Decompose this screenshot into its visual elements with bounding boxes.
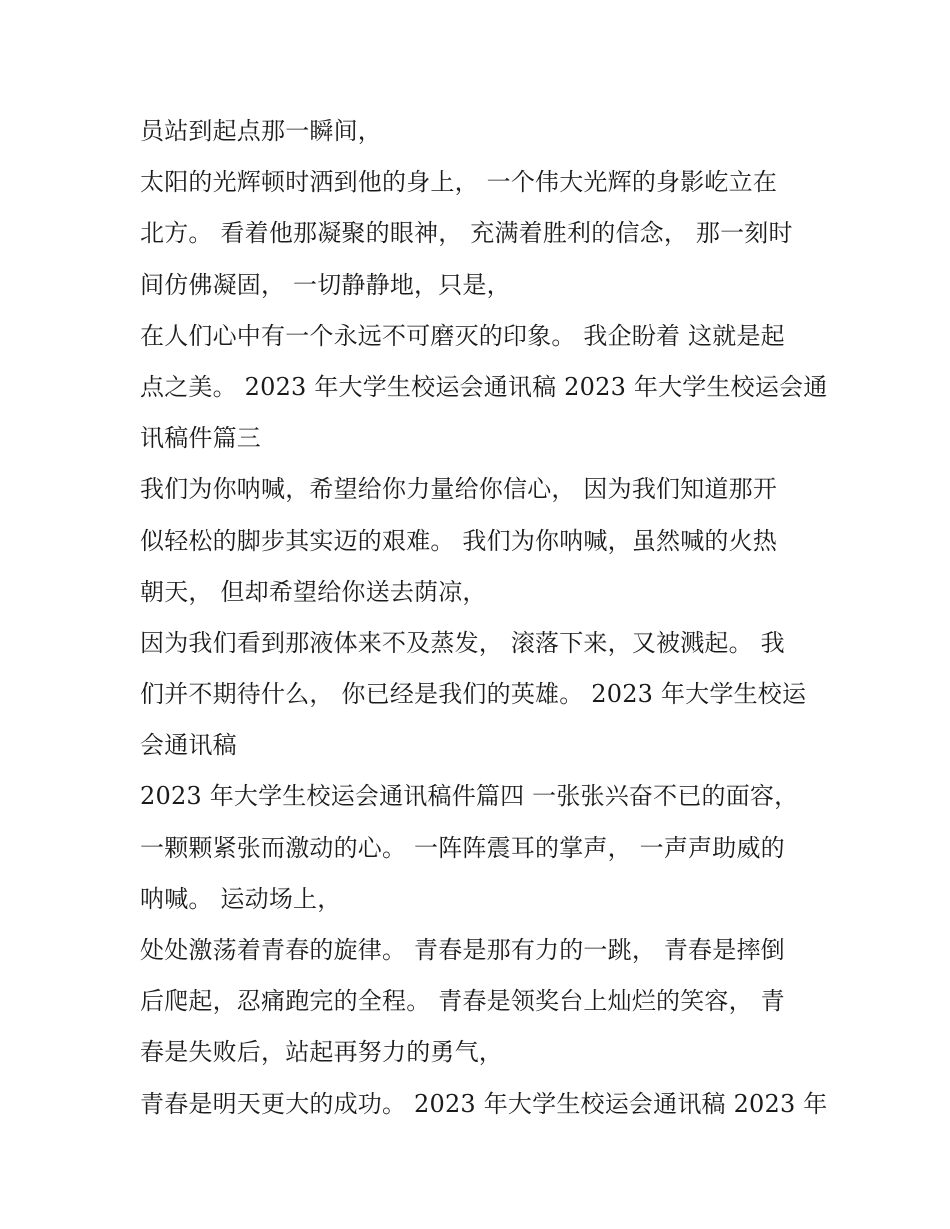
text-line: 太阳的光辉顿时洒到他的身上， 一个伟大光辉的身影屹立在: [140, 168, 778, 197]
text-line: 间仿佛凝固， 一切静静地，只是，: [140, 270, 511, 299]
text-line: 朝天， 但却希望给你送去荫凉，: [140, 577, 487, 606]
text-line: 点之美。 2023 年大学生校运会通讯稿 2023 年大学生校运会通: [140, 372, 828, 401]
text-line: 们并不期待什么， 你已经是我们的英雄。 2023 年大学生校运: [140, 680, 807, 709]
text-line: 我们为你呐喊，希望给你力量给你信心， 因为我们知道那开: [140, 475, 778, 504]
text-line: 在人们心中有一个永远不可磨灭的印象。 我企盼着 这就是起: [140, 321, 785, 350]
text-line: 似轻松的脚步其实迈的艰难。 我们为你呐喊，虽然喊的火热: [140, 526, 778, 555]
text-line: 员站到起点那一瞬间，: [140, 117, 382, 145]
text-line: 呐喊。 运动场上，: [140, 884, 342, 913]
text-line: 因为我们看到那液体来不及蒸发， 滚落下来，又被溅起。 我: [140, 628, 785, 657]
text-line: 青春是明天更大的成功。 2023 年大学生校运会通讯稿 2023 年: [140, 1089, 828, 1118]
text-line: 一颗颗紧张而激动的心。 一阵阵震耳的掌声， 一声声助威的: [140, 833, 785, 862]
text-line: 后爬起，忍痛跑完的全程。 青春是领奖台上灿烂的笑容， 青: [140, 987, 785, 1016]
text-line: 2023 年大学生校运会通讯稿件篇四 一张张兴奋不已的面容，: [140, 782, 799, 811]
text-line: 讯稿件篇三: [140, 424, 261, 453]
text-line: 北方。 看着他那凝聚的眼神， 充满着胜利的信念， 那一刻时: [140, 219, 793, 248]
text-line: 春是失败后，站起再努力的勇气，: [140, 1038, 503, 1067]
text-line: 处处激荡着青春的旋律。 青春是那有力的一跳， 青春是摔倒: [140, 936, 785, 964]
text-line: 会通讯稿: [140, 731, 237, 760]
body-text: [140, 106, 828, 1130]
